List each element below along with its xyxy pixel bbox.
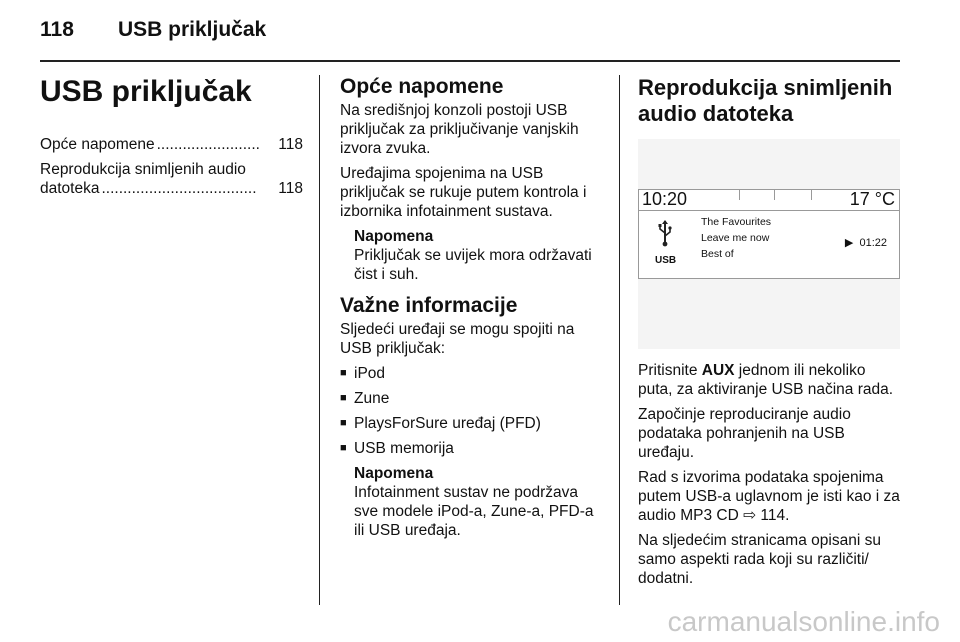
column-toc — [40, 75, 303, 198]
toc-entry-text: Reprodukcija snimljenih audio — [40, 161, 246, 178]
bullet-icon: ■ — [340, 367, 347, 379]
play-status — [845, 234, 887, 253]
play-icon: ▶ — [844, 237, 854, 249]
toc-entry-text: Opće napomene — [40, 136, 155, 153]
aux-key: AUX — [701, 362, 735, 379]
temperature: 17 °C — [849, 189, 895, 209]
heading-important: Važne informacije — [340, 294, 518, 317]
note-box — [354, 464, 602, 540]
chapter-title: USB priključak — [40, 75, 252, 108]
track-item: The Favourites — [701, 216, 772, 228]
infotainment-display-figure — [638, 139, 900, 349]
bullet-icon: ■ — [340, 392, 347, 404]
toc-dots: ........................ — [156, 136, 260, 153]
paragraph: Na sljedećim stranicama opisani su samo aspekti rada koji su različiti/ dodatni. — [638, 532, 881, 587]
clock: 10:20 — [642, 189, 688, 209]
paragraph: Rad s izvorima podataka spojenima putem USB-a uglavnom je isti kao i za audio MP3 CD ⇨ 114. — [638, 469, 900, 524]
note-title: Napomena — [354, 465, 434, 482]
toc-entry[interactable] — [40, 135, 303, 154]
paragraph: Na središnjoj konzoli postoji USB priključak za priključivanje vanjskih izvora zvuka. — [340, 102, 579, 157]
column-divider — [319, 75, 320, 605]
section-title: USB priključak — [118, 18, 267, 41]
page-number: 118 — [40, 18, 74, 41]
usb-icon — [657, 219, 673, 247]
list-item: ■ Zune — [340, 390, 390, 407]
display-screen — [638, 189, 900, 279]
toc-entry-text: datoteka — [40, 180, 100, 197]
note-box — [354, 227, 602, 284]
section-heading: Reprodukcija snimljenih audio datoteka — [638, 75, 893, 126]
usb-label: USB — [655, 255, 677, 266]
column-divider — [619, 75, 620, 605]
note-text: Infotainment sustav ne podržava sve modele iPod-a, Zune-a, PFD-a ili USB uređaja. — [354, 484, 594, 539]
device-list — [340, 364, 602, 458]
paragraph: Pritisnite AUX jednom ili nekoliko puta, za aktiviranje USB načina rada. — [638, 362, 894, 398]
note-title: Napomena — [354, 228, 434, 245]
note-text: Priključak se uvijek mora održavati čist i suh. — [354, 247, 592, 283]
list-item: ■ iPod — [340, 365, 386, 382]
toc-page: 118 — [278, 180, 303, 197]
display-content — [639, 211, 899, 266]
toc-dots: .................................... — [101, 180, 257, 197]
page-ref[interactable]: 114. — [760, 507, 790, 524]
track-item: Best of — [701, 248, 734, 260]
paragraph: Započinje reproduciranje audio podataka pohranjenih na USB uređaju. — [638, 406, 851, 461]
column-playback — [638, 75, 902, 594]
heading-general: Opće napomene — [340, 75, 504, 98]
bullet-icon: ■ — [340, 442, 347, 454]
list-item: ■ PlaysForSure uređaj (PFD) — [340, 415, 541, 432]
page-header — [40, 18, 266, 42]
track-item: Leave me now — [701, 232, 770, 244]
play-time: 01:22 — [859, 237, 887, 249]
list-item: ■ USB memorija — [340, 440, 454, 457]
page-ref-icon: ⇨ — [743, 507, 757, 524]
toc-page: 118 — [278, 136, 303, 153]
column-general — [340, 75, 602, 540]
paragraph: Sljedeći uređaji se mogu spojiti na USB priključak: — [340, 321, 575, 357]
bullet-icon: ■ — [340, 417, 347, 429]
header-rule — [40, 60, 900, 62]
toc-entry[interactable] — [40, 160, 303, 198]
paragraph: Uređajima spojenima na USB priključak se rukuje putem kontrola i izbornika infotainment sustava. — [340, 165, 587, 220]
display-status-bar — [639, 190, 899, 211]
watermark: carmanualsonline.info — [667, 606, 940, 637]
